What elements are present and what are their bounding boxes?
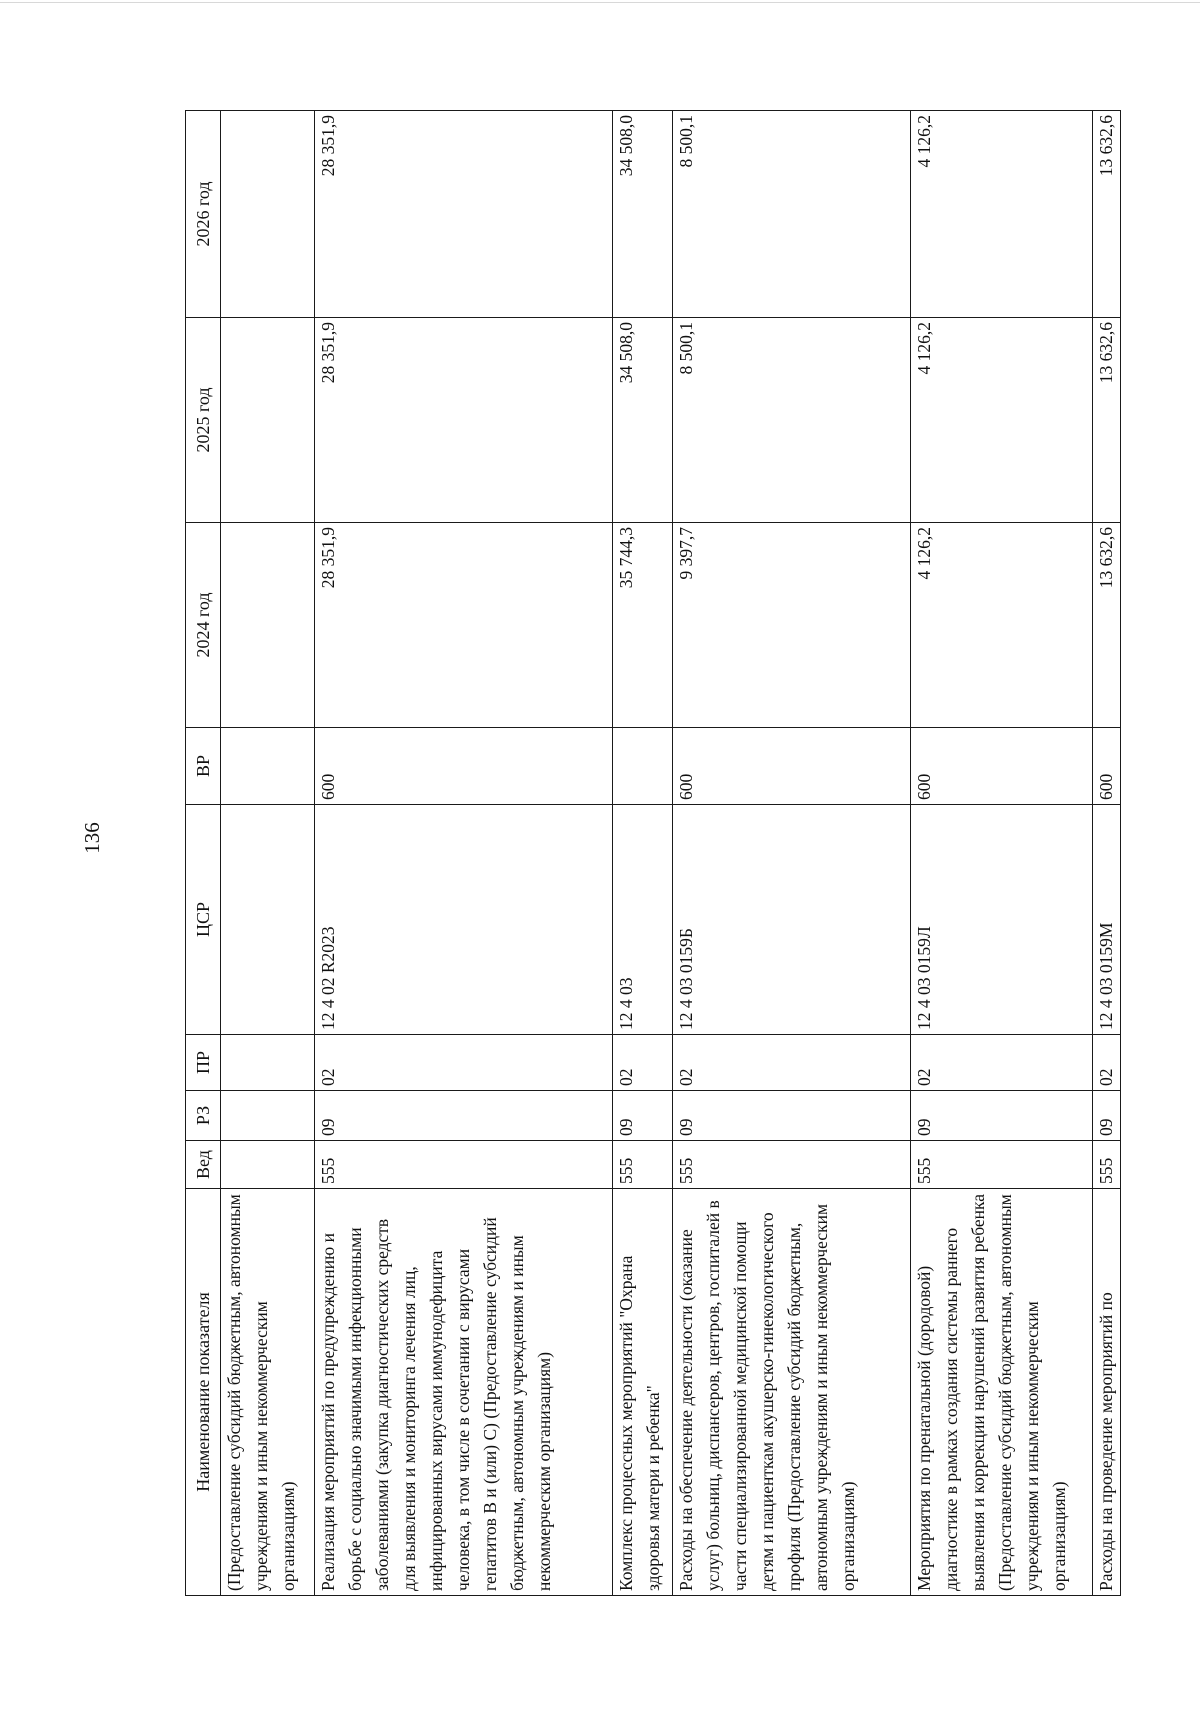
header-2025: 2025 год <box>186 318 221 523</box>
row-vr: 600 <box>315 728 613 805</box>
row-vr: 600 <box>673 728 911 805</box>
row-pr: 02 <box>1093 1035 1121 1091</box>
row-csr: 12 4 03 0159М <box>1093 805 1121 1035</box>
row-2026: 34 508,0 <box>613 111 673 318</box>
row-pr: 02 <box>613 1035 673 1091</box>
table-row <box>673 111 911 1596</box>
row-2024: 13 632,6 <box>1093 523 1121 728</box>
row-name: Комплекс процессных мероприятий "Охрана здоровья матери и ребенка" <box>613 1189 673 1596</box>
row-vr: 600 <box>1093 728 1121 805</box>
row-2024: 4 126,2 <box>911 523 1093 728</box>
row-pr <box>221 1035 315 1091</box>
row-rz: 09 <box>315 1091 613 1141</box>
scan-edge <box>0 2 1200 3</box>
row-rz: 09 <box>911 1091 1093 1141</box>
row-2024: 28 351,9 <box>315 523 613 728</box>
header-2026: 2026 год <box>186 111 221 318</box>
row-ved: 555 <box>911 1141 1093 1189</box>
row-pr: 02 <box>673 1035 911 1091</box>
row-2024: 35 744,3 <box>613 523 673 728</box>
header-rz: РЗ <box>186 1091 221 1141</box>
budget-table <box>185 110 1121 1596</box>
row-ved: 555 <box>673 1141 911 1189</box>
table-row <box>613 111 673 1596</box>
row-name: Расходы на обеспечение деятельности (оказание услуг) больниц, диспансеров, центров, госпиталей в части специализированной медицинской помощи детям и пациенткам акушерско-гинекологического профиля (Предоставление субсидий бюджетным, автономным учреждениям и иным некоммерческим организациям) <box>673 1189 911 1596</box>
row-2026: 13 632,6 <box>1093 111 1121 318</box>
header-vr: ВР <box>186 728 221 805</box>
row-name: Реализация мероприятий по предупреждению и борьбе с социально значимыми инфекционными заболеваниями (закупка диагностических средств для выявления и мониторинга лечения лиц, инфицированных вирусами иммунодефицита человека, в том числе в сочетании с вирусами гепатитов B и (или) C) (Предоставление субсидий бюджетным, автономным учреждениям и иным некоммерческим организациям) <box>315 1189 613 1596</box>
row-rz: 09 <box>613 1091 673 1141</box>
row-ved: 555 <box>315 1141 613 1189</box>
header-csr: ЦСР <box>186 805 221 1035</box>
row-vr: 600 <box>911 728 1093 805</box>
row-2025: 8 500,1 <box>673 318 911 523</box>
row-vr <box>613 728 673 805</box>
header-name: Наименование показателя <box>186 1189 221 1596</box>
row-2025 <box>221 318 315 523</box>
row-csr <box>221 805 315 1035</box>
row-name: Расходы на проведение мероприятий по <box>1093 1189 1121 1596</box>
page-number: 136 <box>80 822 104 854</box>
table-row <box>221 111 315 1596</box>
table-header-row <box>186 111 221 1596</box>
row-csr: 12 4 03 0159Л <box>911 805 1093 1035</box>
row-2025: 28 351,9 <box>315 318 613 523</box>
row-2025: 13 632,6 <box>1093 318 1121 523</box>
row-2025: 4 126,2 <box>911 318 1093 523</box>
row-ved: 555 <box>613 1141 673 1189</box>
header-2024: 2024 год <box>186 523 221 728</box>
row-csr: 12 4 03 <box>613 805 673 1035</box>
row-vr <box>221 728 315 805</box>
table-row <box>315 111 613 1596</box>
row-2026: 8 500,1 <box>673 111 911 318</box>
row-2026: 4 126,2 <box>911 111 1093 318</box>
row-csr: 12 4 03 0159Б <box>673 805 911 1035</box>
row-pr: 02 <box>315 1035 613 1091</box>
rotated-table-container <box>185 111 1115 1596</box>
table-row <box>1093 111 1121 1596</box>
row-2026 <box>221 111 315 318</box>
row-ved <box>221 1141 315 1189</box>
row-rz: 09 <box>673 1091 911 1141</box>
row-name: (Предоставление субсидий бюджетным, автономным учреждениям и иным некоммерческим организациям) <box>221 1189 315 1596</box>
header-pr: ПР <box>186 1035 221 1091</box>
row-2024: 9 397,7 <box>673 523 911 728</box>
row-csr: 12 4 02 R2023 <box>315 805 613 1035</box>
row-2025: 34 508,0 <box>613 318 673 523</box>
row-pr: 02 <box>911 1035 1093 1091</box>
row-rz: 09 <box>1093 1091 1121 1141</box>
row-rz <box>221 1091 315 1141</box>
table-row <box>911 111 1093 1596</box>
header-ved: Вед <box>186 1141 221 1189</box>
row-name: Мероприятия по пренатальной (дородовой) диагностике в рамках создания системы раннего выявления и коррекции нарушений развития ребенка (Предоставление субсидий бюджетным, автономным учреждениям и иным некоммерческим организациям) <box>911 1189 1093 1596</box>
row-2024 <box>221 523 315 728</box>
row-ved: 555 <box>1093 1141 1121 1189</box>
row-2026: 28 351,9 <box>315 111 613 318</box>
